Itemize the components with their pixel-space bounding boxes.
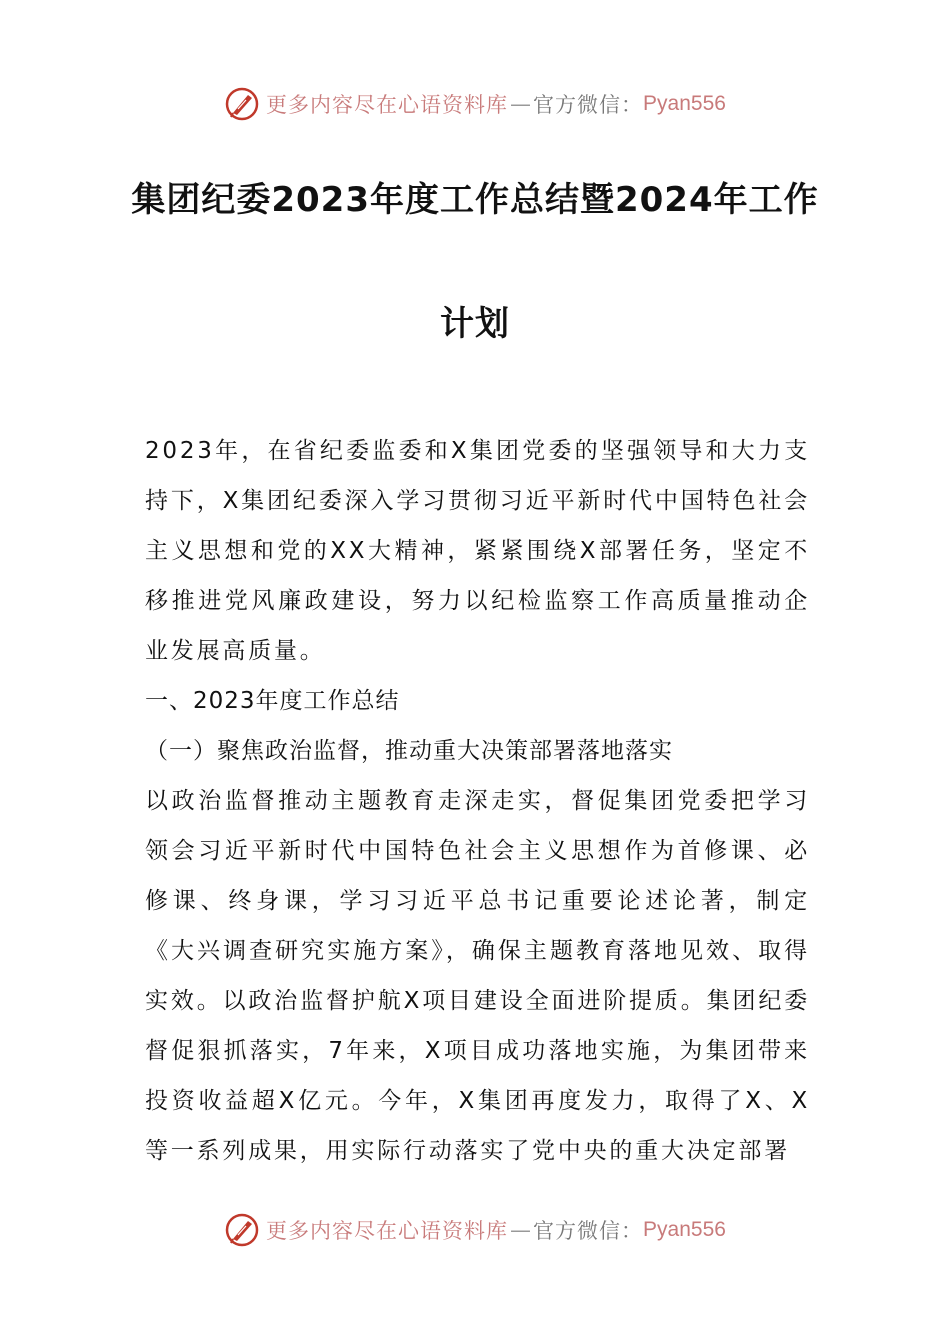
- watermark-wechat-id: Pyan556: [643, 92, 726, 115]
- document-title-line-1: 集团纪委2023年度工作总结暨2024年工作: [131, 180, 819, 220]
- document-body: [145, 426, 810, 1176]
- quill-pen-icon: [224, 1212, 260, 1248]
- intro-paragraph: 2023年，在省纪委监委和X集团党委的坚强领导和大力支持下，X集团纪委深入学习贯彻习近平新时代中国特色社会主义思想和党的XX大精神，紧紧围绕X部署任务，坚定不移推进党风廉政建设，努力以纪检监察工作高质量推动企业发展高质量。: [145, 438, 810, 664]
- watermark-text: 更多内容尽在心语资料库: [266, 1219, 509, 1243]
- watermark-banner-top: [0, 84, 950, 124]
- watermark-wechat-id: Pyan556: [643, 1218, 726, 1241]
- watermark-text: 更多内容尽在心语资料库: [266, 93, 509, 117]
- watermark-wechat-label: 官方微信：: [533, 1219, 644, 1243]
- quill-pen-icon: [224, 86, 260, 122]
- body-paragraph: 以政治监督推动主题教育走深走实，督促集团党委把学习领会习近平新时代中国特色社会主义思想作为首修课、必修课、终身课，学习习近平总书记重要论述论著，制定《大兴调查研究实施方案》，确保主题教育落地见效、取得实效。以政治监督护航X项目建设全面进阶提质。集团纪委督促狠抓落实，7年来，X项目成功落地实施，为集团带来投资收益超X亿元。今年，X集团再度发力，取得了X、X等一系列成果，用实际行动落实了党中央的重大决定部署: [145, 788, 810, 1164]
- subsection-heading: （一）聚焦政治监督，推动重大决策部署落地落实: [145, 738, 673, 764]
- watermark-separator: —: [510, 1218, 532, 1242]
- watermark-banner-bottom: [0, 1210, 950, 1250]
- watermark-separator: —: [510, 92, 532, 116]
- document-title-line-2: 计划: [440, 304, 510, 344]
- section-heading: 一、2023年度工作总结: [145, 688, 400, 714]
- watermark-wechat-label: 官方微信：: [533, 93, 644, 117]
